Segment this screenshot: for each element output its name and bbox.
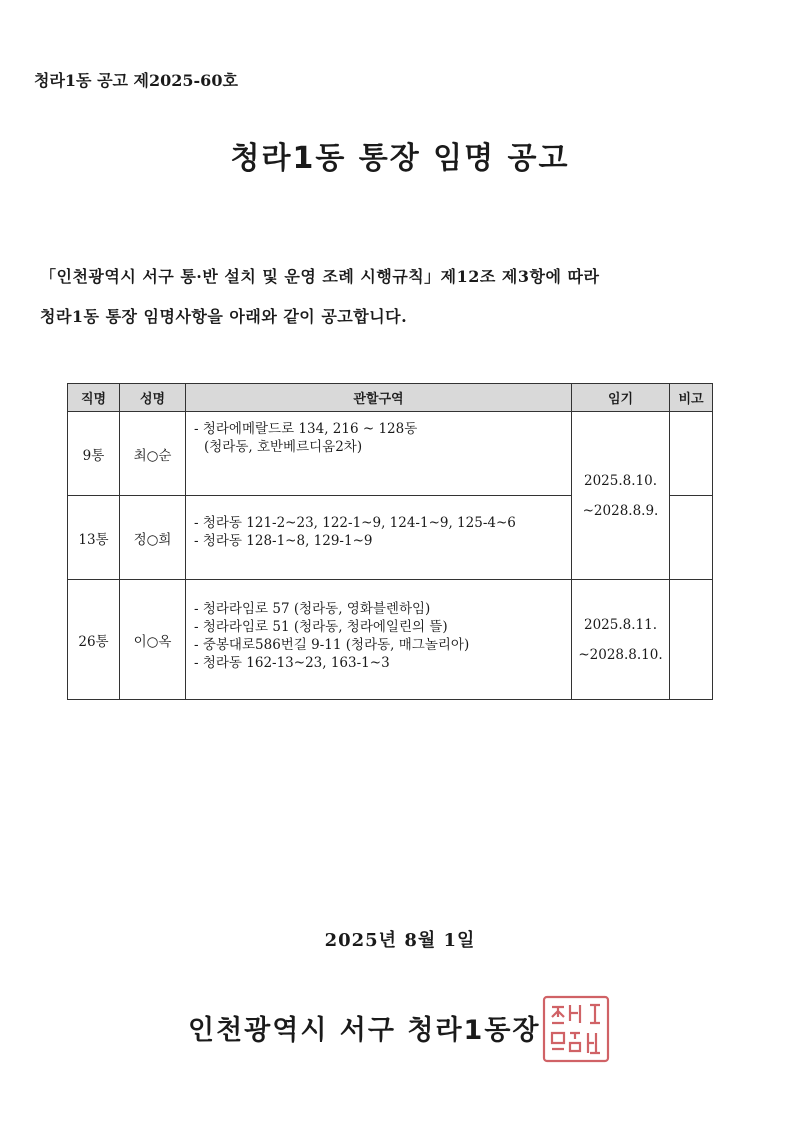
row-position: 9통 [68,412,120,496]
seal-glyph [588,1033,600,1053]
seal-glyph [552,1007,564,1023]
area-line: - 청라동 128-1~8, 129-1~9 [194,533,373,549]
row-term [572,580,670,700]
issuer-name: 인천광역시 서구 청라1동장 [188,1015,541,1046]
area-line: - 청라동 121-2~23, 122-1~9, 124-1~9, 125-4~6 [194,515,516,531]
document-title: 청라1동 통장 임명 공고 [230,141,570,176]
term-start: 2025.8.10. [584,472,657,489]
appointment-table [67,383,713,700]
area-line: - 청라에메랄드로 134, 216 ~ 128동 [194,421,418,437]
table-row [68,412,713,496]
table-row [68,580,713,700]
issue-date: 2025년 8월 1일 [324,930,476,951]
header-area: 관할구역 [186,384,572,412]
intro-line-1: 「인천광역시 서구 통·반 설치 및 운영 조례 시행규칙」제12조 제3항에 따라 [40,267,600,286]
header-position: 직명 [68,384,120,412]
row-note [670,412,713,496]
seal-glyph [552,1033,564,1049]
row-area [186,412,572,496]
document-number: 청라1동 공고 제2025-60호 [34,71,238,90]
row-position: 13통 [68,496,120,580]
row-term [572,412,670,580]
area-line: - 청라라임로 57 (청라동, 영화블렌하임) [194,601,431,617]
row-note [670,580,713,700]
area-line: - 청라동 162-13~23, 163-1~3 [194,655,390,671]
seal-glyph [590,1005,600,1023]
term-start: 2025.8.11. [584,616,657,633]
row-name: 정○희 [120,496,186,580]
row-area [186,580,572,700]
area-line: - 중봉대로586번길 9-11 (청라동, 매그놀리아) [194,637,470,653]
seal-glyph [570,1033,580,1051]
header-name: 성명 [120,384,186,412]
area-line: (청라동, 호반베르디움2차) [204,439,363,455]
intro-line-2: 청라1동 통장 임명사항을 아래와 같이 공고합니다. [40,307,408,326]
row-note [670,496,713,580]
term-end: ~2028.8.9. [582,502,659,519]
header-note: 비고 [670,384,713,412]
row-name: 최○순 [120,412,186,496]
seal-glyph [570,1005,580,1023]
area-line: - 청라라임로 51 (청라동, 청라에일린의 뜰) [194,619,448,635]
row-name: 이○옥 [120,580,186,700]
table-header-row [68,384,713,412]
term-end: ~2028.8.10. [578,646,663,663]
header-term: 임기 [572,384,670,412]
official-seal-stamp [540,993,612,1065]
row-area [186,496,572,580]
row-position: 26통 [68,580,120,700]
